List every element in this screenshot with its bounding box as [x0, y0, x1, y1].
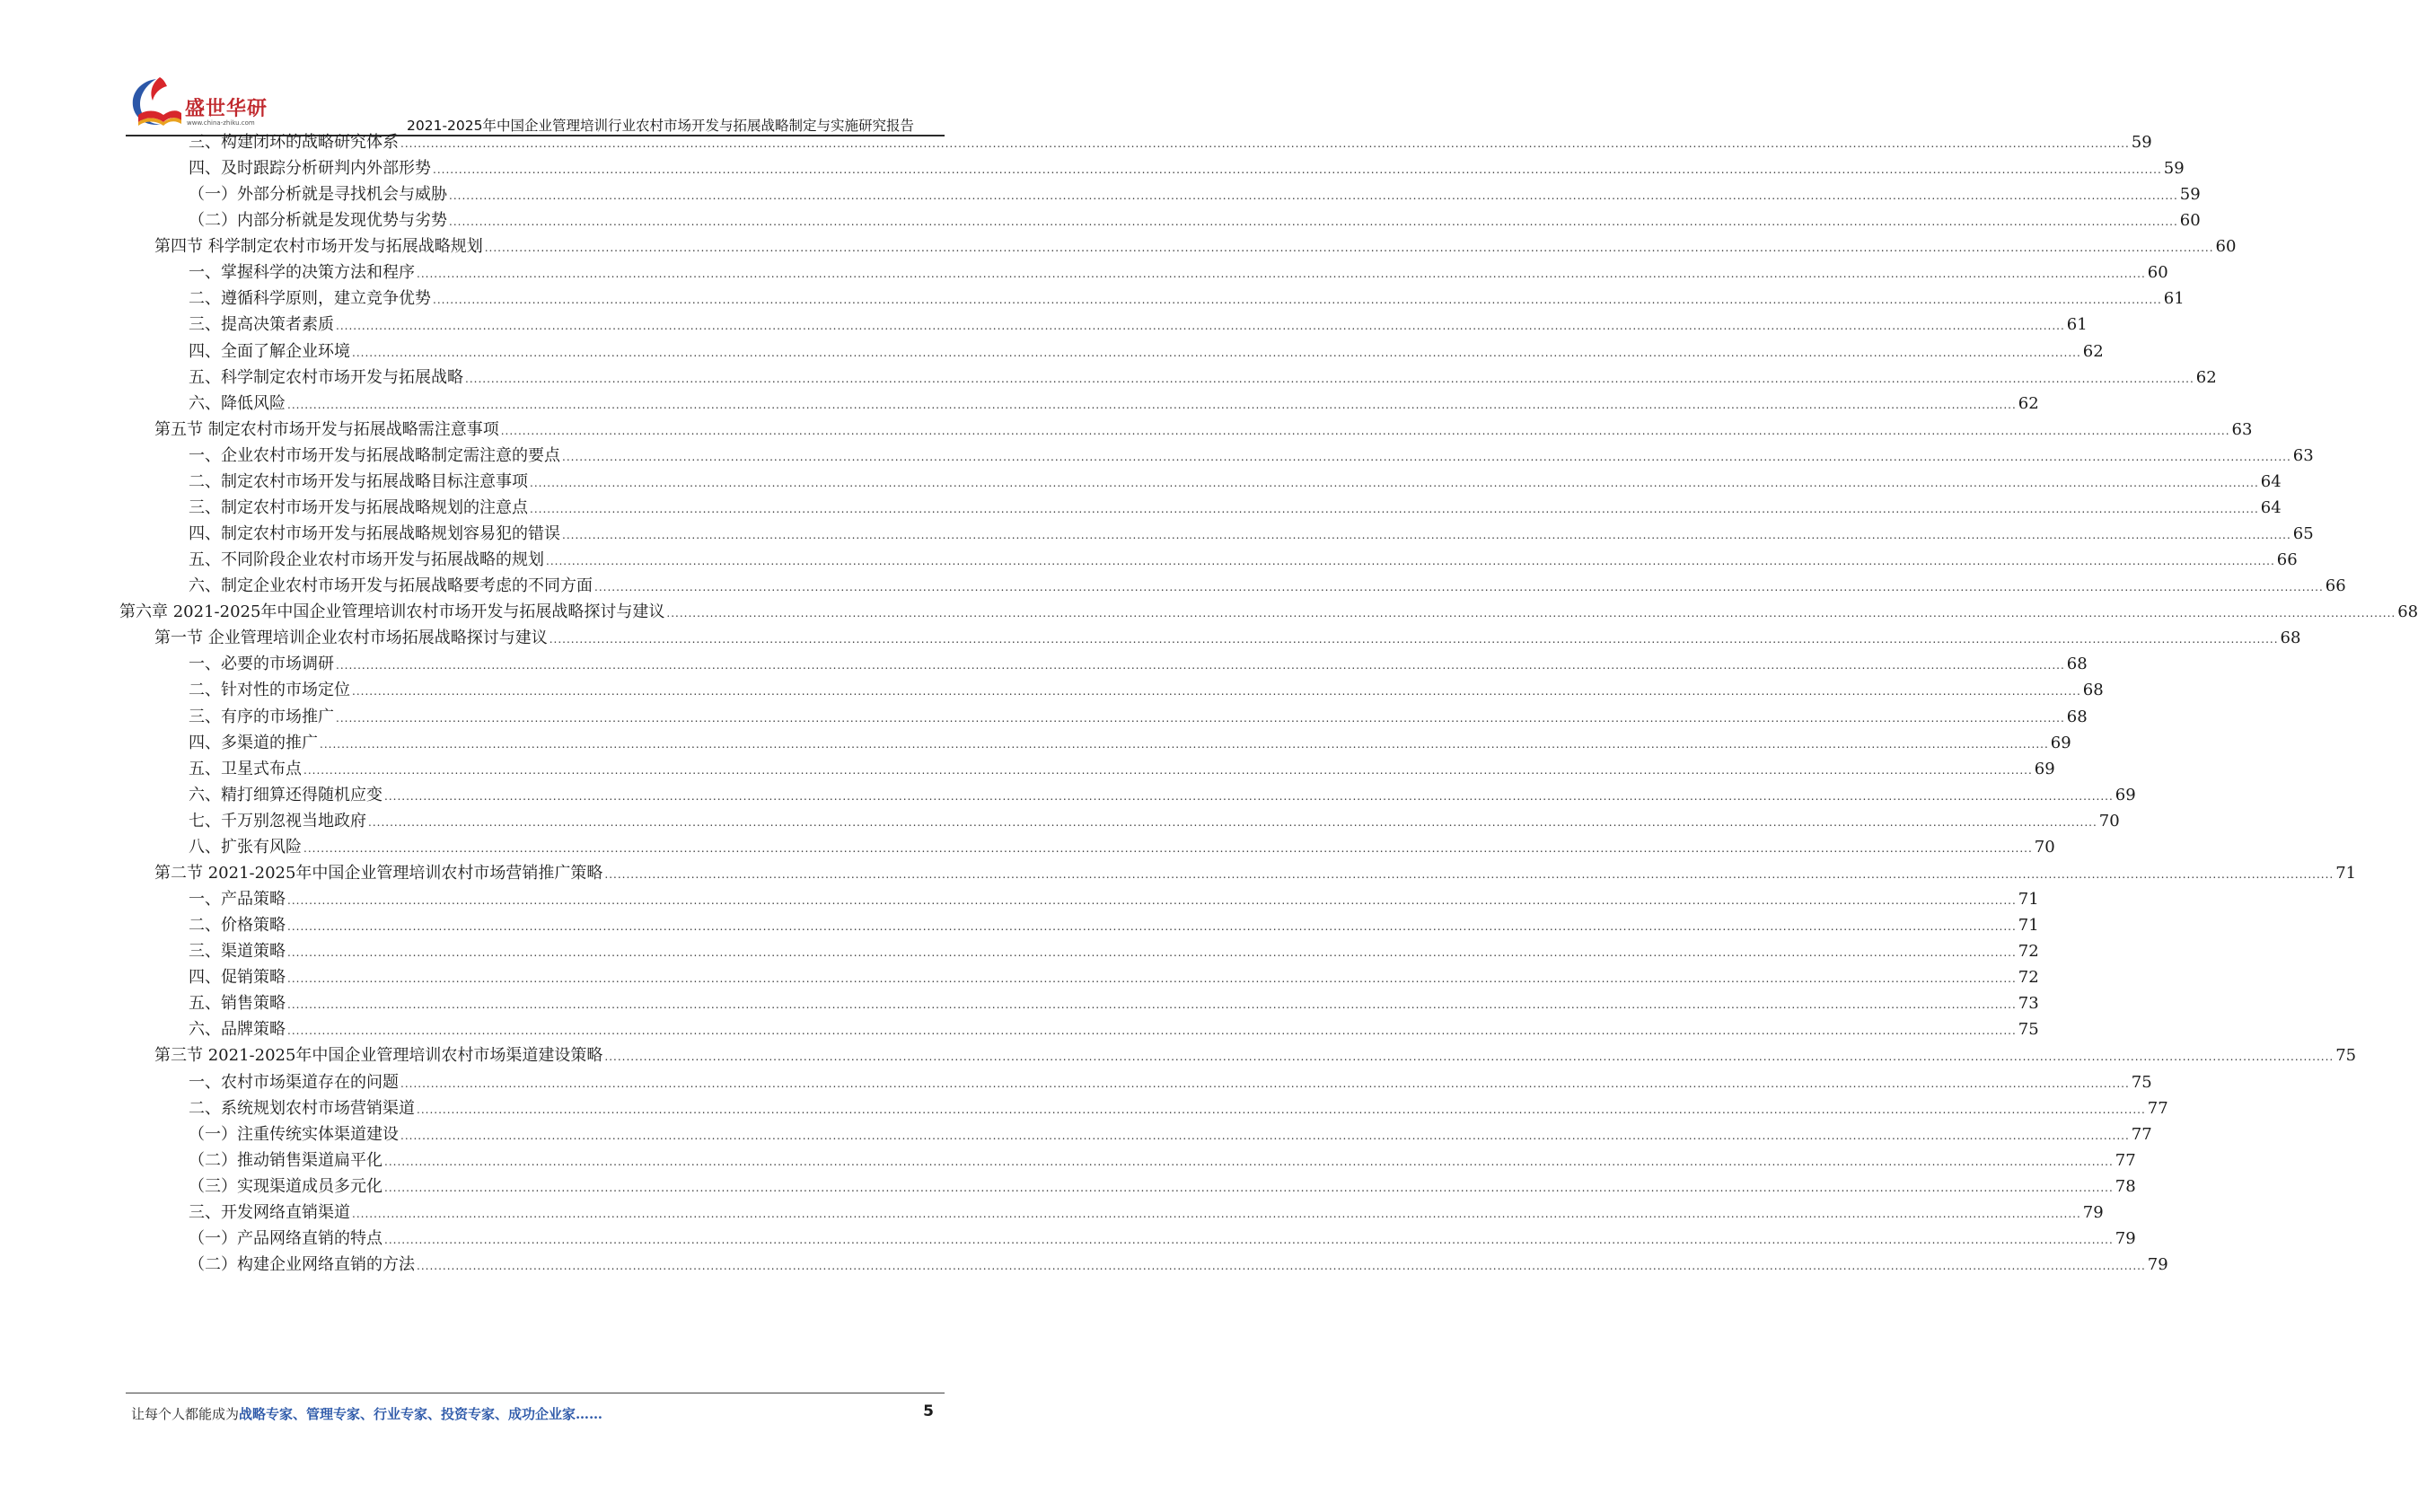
toc-entry-title: 第四节 科学制定农村市场开发与拓展战略规划 [154, 237, 483, 257]
toc-entry-title: 六、品牌策略 [189, 1020, 286, 1040]
toc-entry-page: 68 [2397, 602, 2418, 622]
toc-entry-title: 一、必要的市场调研 [189, 655, 334, 674]
toc-entry[interactable] [189, 573, 2346, 600]
company-logo [126, 74, 305, 133]
toc-entry-page: 79 [2115, 1228, 2136, 1248]
toc-leader-dots: ................................................................................................................................................................................................................................................................................................................................................................................................................ [546, 555, 2275, 568]
toc-entry-page: 60 [2179, 211, 2201, 231]
toc-entry[interactable] [154, 417, 2253, 444]
toc-entry[interactable] [189, 938, 2039, 965]
toc-entry-page: 79 [2082, 1202, 2104, 1222]
toc-entry[interactable] [189, 259, 2168, 286]
toc-entry-page: 69 [2050, 733, 2071, 752]
toc-entry[interactable] [189, 1095, 2168, 1122]
toc-entry[interactable] [189, 129, 2152, 156]
toc-entry-title: 二、遵循科学原则，建立竞争优势 [189, 289, 431, 309]
toc-leader-dots: ................................................................................................................................................................................................................................................................................................................................................................................................................ [417, 268, 2146, 281]
toc-leader-dots: ................................................................................................................................................................................................................................................................................................................................................................................................................ [384, 789, 2114, 803]
toc-entry-page: 75 [2131, 1072, 2152, 1092]
toc-entry-page: 66 [2276, 550, 2298, 570]
toc-entry-title: 一、农村市场渠道存在的问题 [189, 1072, 399, 1092]
toc-entry-page: 78 [2115, 1176, 2136, 1196]
toc-leader-dots: ................................................................................................................................................................................................................................................................................................................................................................................................................ [287, 998, 2017, 1012]
toc-leader-dots: ................................................................................................................................................................................................................................................................................................................................................................................................................ [384, 1181, 2114, 1194]
toc-leader-dots: ................................................................................................................................................................................................................................................................................................................................................................................................................ [500, 424, 2230, 437]
toc-entry[interactable] [189, 1069, 2152, 1096]
toc-entry-title: 一、产品策略 [189, 890, 286, 910]
toc-entry[interactable] [189, 1226, 2136, 1253]
toc-leader-dots: ................................................................................................................................................................................................................................................................................................................................................................................................................ [400, 1077, 2130, 1090]
toc-entry-page: 68 [2066, 707, 2088, 726]
toc-leader-dots: ................................................................................................................................................................................................................................................................................................................................................................................................................ [287, 398, 2017, 411]
toc-leader-dots: ................................................................................................................................................................................................................................................................................................................................................................................................................ [400, 137, 2130, 150]
toc-entry[interactable] [189, 469, 2282, 496]
toc-leader-dots: ................................................................................................................................................................................................................................................................................................................................................................................................................ [303, 763, 2033, 777]
toc-entry-page: 59 [2179, 185, 2201, 205]
toc-entry-title: 三、提高决策者素质 [189, 315, 334, 335]
footer-slogan [131, 1404, 602, 1423]
toc-leader-dots: ................................................................................................................................................................................................................................................................................................................................................................................................................ [336, 320, 2065, 333]
toc-entry-title: 三、构建闭环的战略研究体系 [189, 133, 399, 152]
toc-entry-title: 四、制定农村市场开发与拓展战略规划容易犯的错误 [189, 524, 560, 544]
toc-entry-title: 三、有序的市场推广 [189, 707, 334, 726]
toc-leader-dots: ................................................................................................................................................................................................................................................................................................................................................................................................................ [384, 1233, 2114, 1246]
toc-entry-page: 64 [2260, 497, 2282, 517]
toc-leader-dots: ................................................................................................................................................................................................................................................................................................................................................................................................................ [562, 450, 2291, 463]
toc-entry[interactable] [154, 233, 2237, 260]
toc-entry-title: （三）实现渠道成员多元化 [189, 1176, 382, 1196]
toc-leader-dots: ................................................................................................................................................................................................................................................................................................................................................................................................................ [352, 346, 2081, 359]
toc-leader-dots: ................................................................................................................................................................................................................................................................................................................................................................................................................ [287, 1024, 2017, 1038]
toc-entry[interactable] [154, 625, 2301, 652]
toc-leader-dots: ................................................................................................................................................................................................................................................................................................................................................................................................................ [384, 1155, 2114, 1168]
toc-leader-dots: ................................................................................................................................................................................................................................................................................................................................................................................................................ [433, 294, 2162, 307]
toc-entry-title: 二、制定农村市场开发与拓展战略目标注意事项 [189, 471, 528, 491]
toc-leader-dots: ................................................................................................................................................................................................................................................................................................................................................................................................................ [484, 242, 2214, 255]
toc-entry[interactable] [189, 207, 2201, 234]
toc-leader-dots: ................................................................................................................................................................................................................................................................................................................................................................................................................ [303, 841, 2033, 855]
toc-entry-page: 70 [2098, 811, 2120, 831]
toc-entry[interactable] [189, 155, 2185, 182]
toc-entry[interactable] [189, 391, 2039, 418]
toc-entry-page: 62 [2195, 367, 2217, 387]
toc-entry[interactable] [189, 782, 2136, 809]
toc-entry[interactable] [189, 1252, 2168, 1279]
toc-entry-page: 60 [2147, 263, 2168, 283]
toc-leader-dots: ................................................................................................................................................................................................................................................................................................................................................................................................................ [465, 372, 2194, 385]
toc-entry-title: 三、渠道策略 [189, 942, 286, 962]
toc-entry-page: 79 [2147, 1255, 2168, 1274]
toc-entry-title: 四、及时跟踪分析研判内外部形势 [189, 159, 431, 179]
toc-entry-title: 八、扩张有风险 [189, 837, 302, 857]
toc-entry-title: 三、制定农村市场开发与拓展战略规划的注意点 [189, 497, 528, 517]
toc-entry[interactable] [189, 886, 2039, 913]
toc-entry-page: 71 [2335, 863, 2357, 883]
toc-entry-title: 七、千万别忽视当地政府 [189, 811, 366, 831]
toc-entry-page: 59 [2163, 159, 2185, 179]
toc-entry-title: （一）注重传统实体渠道建设 [189, 1124, 399, 1144]
toc-entry-title: （二）构建企业网络直销的方法 [189, 1255, 415, 1274]
logo-mark-icon [126, 74, 185, 133]
toc-entry-title: 第五节 制定农村市场开发与拓展战略需注意事项 [154, 419, 499, 439]
logo-name: 盛世华研 [185, 98, 268, 120]
toc-entry-title: 第二节 2021-2025年中国企业管理培训农村市场营销推广策略 [154, 863, 603, 883]
report-title: 2021-2025年中国企业管理培训行业农村市场开发与拓展战略制定与实施研究报告 [407, 118, 914, 134]
toc-leader-dots: ................................................................................................................................................................................................................................................................................................................................................................................................................ [287, 894, 2017, 908]
toc-entry[interactable] [189, 990, 2039, 1017]
toc-leader-dots: ................................................................................................................................................................................................................................................................................................................................................................................................................ [352, 685, 2081, 699]
toc-entry-title: 一、企业农村市场开发与拓展战略制定需注意的要点 [189, 445, 560, 465]
toc-entry-title: （一）产品网络直销的特点 [189, 1228, 382, 1248]
toc-entry[interactable] [189, 808, 2120, 835]
toc-entry-title: （二）内部分析就是发现优势与劣势 [189, 211, 447, 231]
toc-entry-page: 59 [2131, 133, 2152, 152]
toc-entry-page: 69 [2115, 785, 2136, 804]
slogan-prefix: 让每个人都能成为 [131, 1406, 240, 1422]
toc-entry-title: 二、系统规划农村市场营销渠道 [189, 1098, 415, 1118]
page-header [0, 0, 1069, 135]
toc-entry-title: 六、降低风险 [189, 393, 286, 413]
toc-entry-title: 一、掌握科学的决策方法和程序 [189, 263, 415, 283]
toc-entry-page: 71 [2018, 890, 2039, 910]
toc-entry[interactable] [154, 1042, 2357, 1069]
toc-entry-title: 第一节 企业管理培训企业农村市场拓展战略探讨与建议 [154, 629, 548, 648]
toc-entry-page: 77 [2115, 1150, 2136, 1170]
toc-leader-dots: ................................................................................................................................................................................................................................................................................................................................................................................................................ [400, 1129, 2130, 1142]
toc-entry-page: 77 [2147, 1098, 2168, 1118]
toc-entry-title: 五、不同阶段企业农村市场开发与拓展战略的规划 [189, 550, 544, 570]
toc-entry-page: 63 [2292, 445, 2314, 465]
toc-leader-dots: ................................................................................................................................................................................................................................................................................................................................................................................................................ [604, 867, 2334, 881]
toc-entry-page: 64 [2260, 471, 2282, 491]
toc-entry-page: 63 [2231, 419, 2253, 439]
toc-entry-title: 三、开发网络直销渠道 [189, 1202, 350, 1222]
slogan-highlight: 战略专家、管理专家、行业专家、投资专家、成功企业家…… [239, 1406, 603, 1422]
toc-entry[interactable] [189, 312, 2088, 338]
toc-entry-page: 61 [2163, 289, 2185, 309]
toc-leader-dots: ................................................................................................................................................................................................................................................................................................................................................................................................................ [287, 946, 2017, 960]
toc-entry-page: 68 [2066, 655, 2088, 674]
toc-leader-dots: ................................................................................................................................................................................................................................................................................................................................................................................................................ [368, 815, 2097, 829]
toc-entry[interactable] [189, 834, 2055, 861]
toc-leader-dots: ................................................................................................................................................................................................................................................................................................................................................................................................................ [449, 215, 2178, 229]
toc-entry-page: 71 [2018, 916, 2039, 936]
toc-leader-dots: ................................................................................................................................................................................................................................................................................................................................................................................................................ [336, 659, 2065, 672]
toc-entry-page: 75 [2018, 1020, 2039, 1040]
toc-leader-dots: ................................................................................................................................................................................................................................................................................................................................................................................................................ [336, 711, 2065, 725]
toc-leader-dots: ................................................................................................................................................................................................................................................................................................................................................................................................................ [320, 737, 2049, 751]
toc-entry-title: 四、全面了解企业环境 [189, 341, 350, 361]
toc-entry-page: 73 [2018, 994, 2039, 1014]
toc-leader-dots: ................................................................................................................................................................................................................................................................................................................................................................................................................ [666, 607, 2396, 620]
toc-entry[interactable] [189, 495, 2282, 522]
toc-entry[interactable] [189, 1200, 2104, 1226]
toc-entry-page: 66 [2325, 576, 2346, 596]
toc-entry-title: 六、制定企业农村市场开发与拓展战略要考虑的不同方面 [189, 576, 593, 596]
toc-entry-page: 65 [2292, 524, 2314, 544]
toc-entry-page: 72 [2018, 968, 2039, 988]
toc-entry[interactable] [189, 286, 2185, 312]
toc-entry-page: 68 [2280, 629, 2301, 648]
toc-leader-dots: ................................................................................................................................................................................................................................................................................................................................................................................................................ [433, 163, 2162, 177]
toc-entry[interactable] [189, 730, 2071, 757]
toc-entry[interactable] [189, 443, 2314, 470]
toc-leader-dots: ................................................................................................................................................................................................................................................................................................................................................................................................................ [417, 1103, 2146, 1116]
toc-entry[interactable] [189, 521, 2314, 548]
toc-entry[interactable] [189, 1016, 2039, 1043]
toc-entry-page: 61 [2066, 315, 2088, 335]
toc-leader-dots: ................................................................................................................................................................................................................................................................................................................................................................................................................ [287, 920, 2017, 934]
toc-entry-page: 70 [2034, 837, 2055, 857]
logo-url: www.china-zhiku.com [187, 119, 255, 127]
toc-leader-dots: ................................................................................................................................................................................................................................................................................................................................................................................................................ [352, 1207, 2081, 1220]
toc-entry-title: 五、销售策略 [189, 994, 286, 1014]
toc-entry-title: 第三节 2021-2025年中国企业管理培训农村市场渠道建设策略 [154, 1046, 603, 1066]
toc-entry-title: 五、卫星式布点 [189, 759, 302, 778]
toc-entry-page: 62 [2082, 341, 2104, 361]
toc-entry[interactable] [189, 677, 2104, 704]
toc-entry-page: 62 [2018, 393, 2039, 413]
toc-leader-dots: ................................................................................................................................................................................................................................................................................................................................................................................................................ [530, 502, 2259, 515]
toc-entry-page: 77 [2131, 1124, 2152, 1144]
toc-entry[interactable] [119, 599, 2418, 626]
toc-entry[interactable] [154, 860, 2357, 887]
toc-entry-title: 二、价格策略 [189, 916, 286, 936]
toc-entry[interactable] [189, 756, 2055, 783]
toc-entry[interactable] [189, 1121, 2152, 1148]
toc-entry[interactable] [189, 651, 2088, 678]
toc-entry[interactable] [189, 964, 2039, 991]
page-number: 5 [923, 1402, 934, 1420]
toc-entry[interactable] [189, 1147, 2136, 1174]
toc-entry[interactable] [189, 547, 2298, 574]
toc-entry-title: 第六章 2021-2025年中国企业管理培训农村市场开发与拓展战略探讨与建议 [119, 602, 665, 622]
toc-leader-dots: ................................................................................................................................................................................................................................................................................................................................................................................................................ [287, 972, 2017, 986]
toc-entry[interactable] [189, 912, 2039, 939]
toc-leader-dots: ................................................................................................................................................................................................................................................................................................................................................................................................................ [604, 1050, 2334, 1064]
toc-entry-page: 60 [2215, 237, 2237, 257]
toc-entry-page: 68 [2082, 681, 2104, 700]
toc-entry[interactable] [189, 181, 2201, 208]
toc-leader-dots: ................................................................................................................................................................................................................................................................................................................................................................................................................ [417, 1260, 2146, 1272]
toc-entry-title: 四、促销策略 [189, 968, 286, 988]
toc-entry-title: 五、科学制定农村市场开发与拓展战略 [189, 367, 463, 387]
toc-entry-page: 72 [2018, 942, 2039, 962]
toc-entry-title: 二、针对性的市场定位 [189, 681, 350, 700]
toc-entry[interactable] [189, 338, 2104, 365]
toc-entry-page: 69 [2034, 759, 2055, 778]
toc-leader-dots: ................................................................................................................................................................................................................................................................................................................................................................................................................ [562, 529, 2291, 542]
toc-entry-page: 75 [2335, 1046, 2357, 1066]
toc-leader-dots: ................................................................................................................................................................................................................................................................................................................................................................................................................ [449, 189, 2178, 203]
toc-leader-dots: ................................................................................................................................................................................................................................................................................................................................................................................................................ [549, 633, 2279, 646]
toc-leader-dots: ................................................................................................................................................................................................................................................................................................................................................................................................................ [594, 581, 2324, 594]
toc-entry[interactable] [189, 704, 2088, 731]
toc-entry[interactable] [189, 365, 2217, 391]
toc-entry[interactable] [189, 1174, 2136, 1200]
toc-entry-title: 六、精打细算还得随机应变 [189, 785, 382, 804]
toc-entry-title: 四、多渠道的推广 [189, 733, 318, 752]
toc-leader-dots: ................................................................................................................................................................................................................................................................................................................................................................................................................ [530, 476, 2259, 489]
toc-entry-title: （一）外部分析就是寻找机会与威胁 [189, 185, 447, 205]
toc-entry-title: （二）推动销售渠道扁平化 [189, 1150, 382, 1170]
